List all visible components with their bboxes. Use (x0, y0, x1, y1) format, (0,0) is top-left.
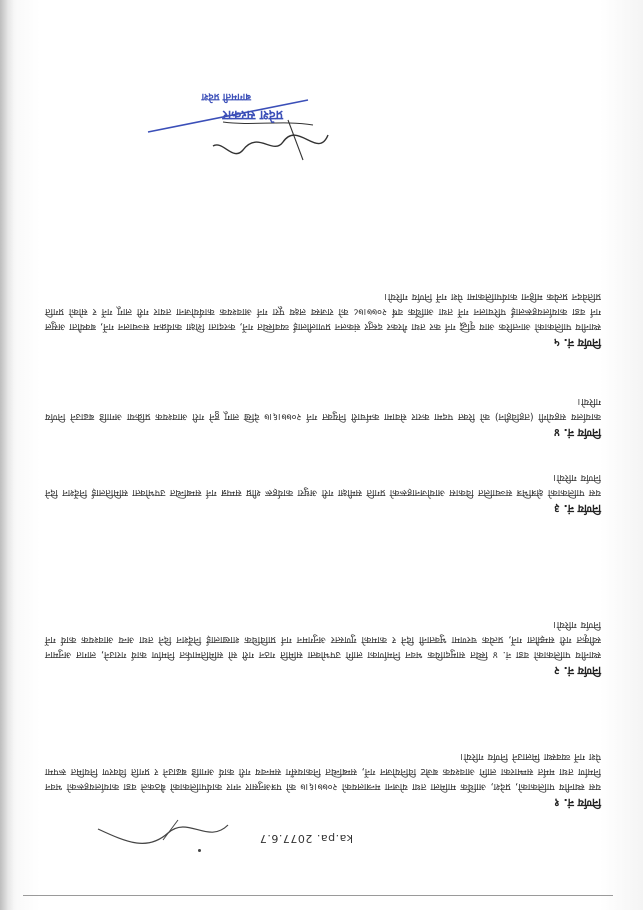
section-body: स्थानीय पालिकाको आन्तरिक आय वृद्धि गर्न कर तथा गैरकर दस्तुर संकलन प्रणालीलाई व्यवस्थित गर्ने, करदाता शिक्षा कार्यक्रम सञ्चालन गर्ने, बक्यौता असुल गर्न वडा कार्यालयहरूलाई परिचालन गर्ने तथा आर्थिक वर्ष २०७७।७८ को राजस्व लक्ष्य पूरा गर्न आवश्यक कार्ययोजना तयार गरी लागू गर्ने र सोको प्रगति प्रतिवेदन प्रत्येक महिना कार्यपालिकामा पेश गर्ने निर्णय गरियो। (45, 290, 601, 332)
page-border-line (23, 895, 613, 896)
section-heading: निर्णय नं. ५ (554, 336, 601, 349)
section-heading: निर्णय नं. २ (554, 664, 601, 677)
section-heading: निर्णय नं. ३ (554, 502, 601, 515)
ink-dot (198, 849, 201, 852)
section-body: यस पालिकाको क्षेत्रभित्र सञ्चालित विकास आयोजनाहरूको प्रगति समीक्षा गरी अधुरा कार्यहरू शीघ्र सम्पन्न गर्न सम्बन्धित उपभोक्ता समितिलाई निर्देशन दिने निर्णय गरियो। (45, 471, 601, 498)
signature-mark (88, 805, 238, 855)
stamp-text-line2: बागमती प्रदेश (201, 91, 251, 102)
reference-number: ka.pa. 2077.6.7 (259, 832, 353, 845)
section-heading: निर्णय नं. १ (554, 796, 601, 809)
section-body: स्थानीय पालिकाको वडा नं. ४ स्थित सामुदायिक भवन निर्माणका लागि उपभोक्ता समिति गठन गरी सो समितिमार्फत निर्माण कार्य गराउने, लागत अनुमान स्वीकृत गरी सम्झौता गर्ने, प्रत्येक चरणमा भुक्तानी दिने र कामको गुणस्तर अनुगमन गर्न प्राविधिक शाखालाई निर्देशन दिने तथा अन्य आवश्यक कार्य गर्ने निर्णय गरियो। (45, 618, 601, 660)
section-heading: निर्णय नं. ४ (554, 426, 601, 439)
section-body: यस स्थानीय पालिकाको, प्रदेश, आर्थिक मामिला तथा योजना मन्त्रालयको २०७७।६।७ को पत्रअनुसार नगर कार्यपालिकाको बैठकले वडा कार्यालयहरूको भवन निर्माण तथा मर्मत सम्भारका लागि आवश्यक बजेट विनियोजन गर्ने, सम्बन्धित निकायसँग समन्वय गरी कार्य अगाडि बढाउने र प्रगति विवरण नियमित रूपमा पेश गर्ने व्यवस्था मिलाउने निर्णय गरियो। (45, 750, 601, 792)
section-body: कार्यालय सहयोगी (तहविहीन) को रिक्त पदमा करार सेवामा कर्मचारी नियुक्त गर्न २०७७।६।७ देखि लागू हुने गरी आवश्यक प्रक्रिया अगाडि बढाउने निर्णय गरियो। (45, 395, 601, 422)
stamp-text-line1: प्रदेश सरकार (222, 107, 283, 122)
